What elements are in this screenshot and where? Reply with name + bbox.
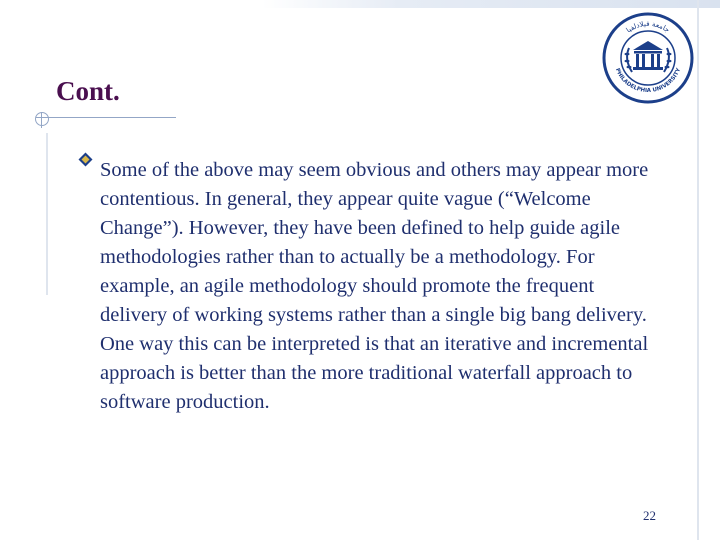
bullet-text: Some of the above may seem obvious and others may appear more contentious. In general, they appear quite vague (“Welcome Change”). However, they have been defined to help guide agile methodologies rather than to actually be a methodology. For example, an agile methodology should promote the frequent delivery of working systems rather than a single big bang delivery. One way this can be interpreted is that an iterative and incremental approach is better than the more traditional waterfall approach to software production. (100, 159, 649, 413)
left-decorative-line (46, 133, 48, 295)
top-gradient-band (262, 0, 720, 8)
university-logo (602, 12, 694, 104)
logo-bottom-text: PHILADELPHIA UNIVERSITY (613, 67, 683, 95)
bullet-paragraph (100, 156, 660, 417)
right-decorative-line (697, 0, 699, 540)
crosshair-circle-icon (35, 112, 49, 126)
title-underline (36, 117, 176, 118)
crosshair-vertical-line (41, 112, 42, 128)
slide-title: Cont. (56, 76, 120, 106)
page-number: 22 (643, 508, 656, 523)
logo-top-text: جامعة فيلادلفيا (624, 19, 672, 35)
diamond-bullet-icon (78, 152, 93, 167)
